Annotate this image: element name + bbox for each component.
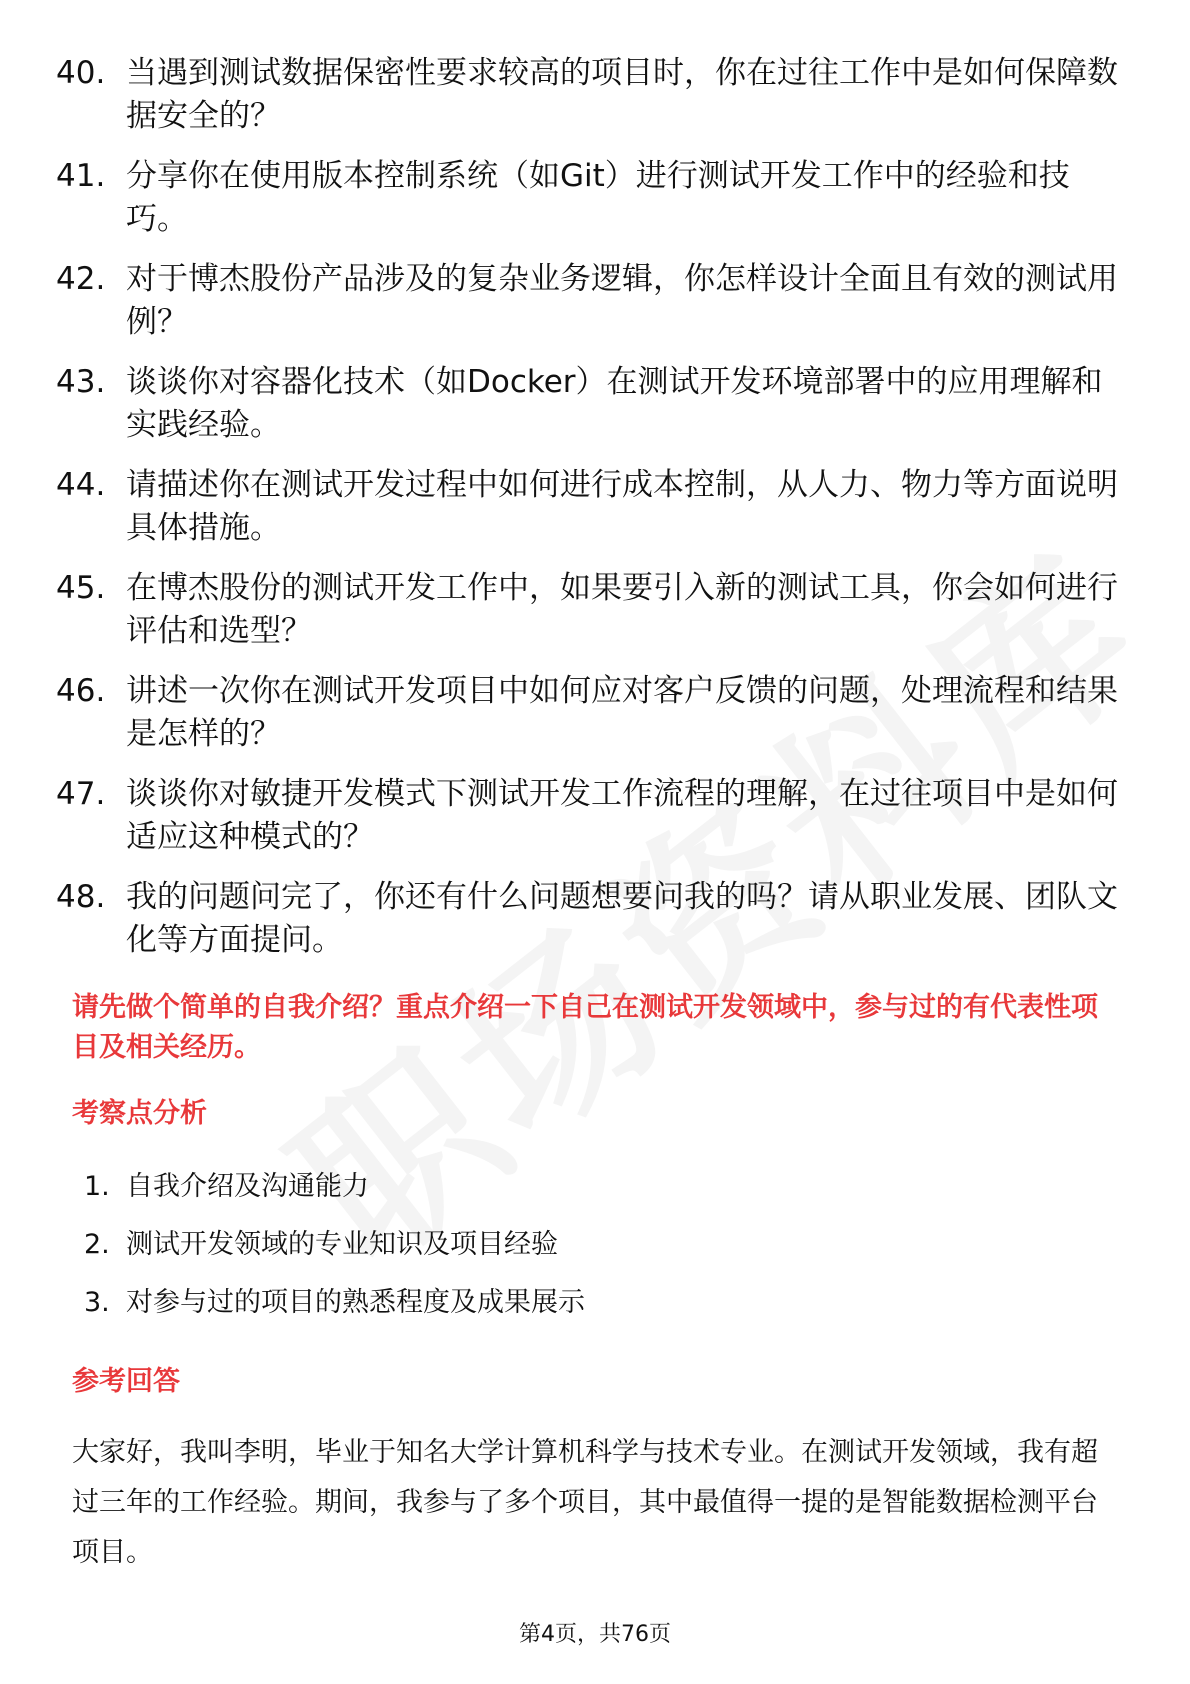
question-list: [56, 52, 1136, 979]
analysis-item: [84, 1284, 984, 1322]
answer-text: 大家好，我叫李明，毕业于知名大学计算机科学与技术专业。在测试开发领域，我有超过三年的工作经验。期间，我参与了多个项目，其中最值得一提的是智能数据检测平台项目。: [72, 1437, 1098, 1568]
analysis-text: 测试开发领域的专业知识及项目经验: [126, 1229, 558, 1260]
analysis-number: 1.: [84, 1171, 110, 1202]
analysis-text: 对参与过的项目的熟悉程度及成果展示: [126, 1287, 585, 1318]
question-text: 谈谈你对敏捷开发模式下测试开发工作流程的理解，在过往项目中是如何适应这种模式的？: [126, 776, 1118, 855]
question-text: 分享你在使用版本控制系统（如Git）进行测试开发工作中的经验和技巧。: [126, 158, 1070, 237]
question-text: 谈谈你对容器化技术（如Docker）在测试开发环境部署中的应用理解和实践经验。: [126, 364, 1103, 443]
question-number: 43.: [56, 364, 106, 400]
question-text: 在博杰股份的测试开发工作中，如果要引入新的测试工具，你会如何进行评估和选型？: [126, 570, 1118, 649]
question-text: 讲述一次你在测试开发项目中如何应对客户反馈的问题，处理流程和结果是怎样的？: [126, 673, 1118, 752]
question-item: [56, 52, 1136, 138]
question-number: 46.: [56, 673, 106, 709]
question-item: [56, 567, 1136, 653]
question-item: [56, 773, 1136, 859]
question-number: 40.: [56, 55, 106, 91]
analysis-list: [84, 1168, 984, 1342]
question-number: 41.: [56, 158, 106, 194]
question-number: 48.: [56, 879, 106, 915]
question-item: [56, 464, 1136, 550]
analysis-number: 2.: [84, 1229, 110, 1260]
analysis-item: [84, 1168, 984, 1206]
question-item: [56, 258, 1136, 344]
page-footer: 第4页，共76页: [519, 1622, 671, 1647]
analysis-title: 考察点分析: [72, 1098, 207, 1129]
question-text: 我的问题问完了，你还有什么问题想要问我的吗？请从职业发展、团队文化等方面提问。: [126, 879, 1118, 958]
question-number: 47.: [56, 776, 106, 812]
question-text: 对于博杰股份产品涉及的复杂业务逻辑，你怎样设计全面且有效的测试用例？: [126, 261, 1118, 340]
question-text: 当遇到测试数据保密性要求较高的项目时，你在过往工作中是如何保障数据安全的？: [126, 55, 1118, 134]
question-item: [56, 361, 1136, 447]
question-number: 42.: [56, 261, 106, 297]
question-number: 45.: [56, 570, 106, 606]
question-item: [56, 155, 1136, 241]
analysis-item: [84, 1226, 984, 1264]
answer-title: 参考回答: [72, 1366, 180, 1397]
question-number: 44.: [56, 467, 106, 503]
analysis-number: 3.: [84, 1287, 110, 1318]
main-question: 请先做个简单的自我介绍？重点介绍一下自己在测试开发领域中，参与过的有代表性项目及相关经历。: [72, 992, 1098, 1063]
question-text: 请描述你在测试开发过程中如何进行成本控制，从人力、物力等方面说明具体措施。: [126, 467, 1118, 546]
question-item: [56, 670, 1136, 756]
analysis-text: 自我介绍及沟通能力: [126, 1171, 369, 1202]
question-item: [56, 876, 1136, 962]
